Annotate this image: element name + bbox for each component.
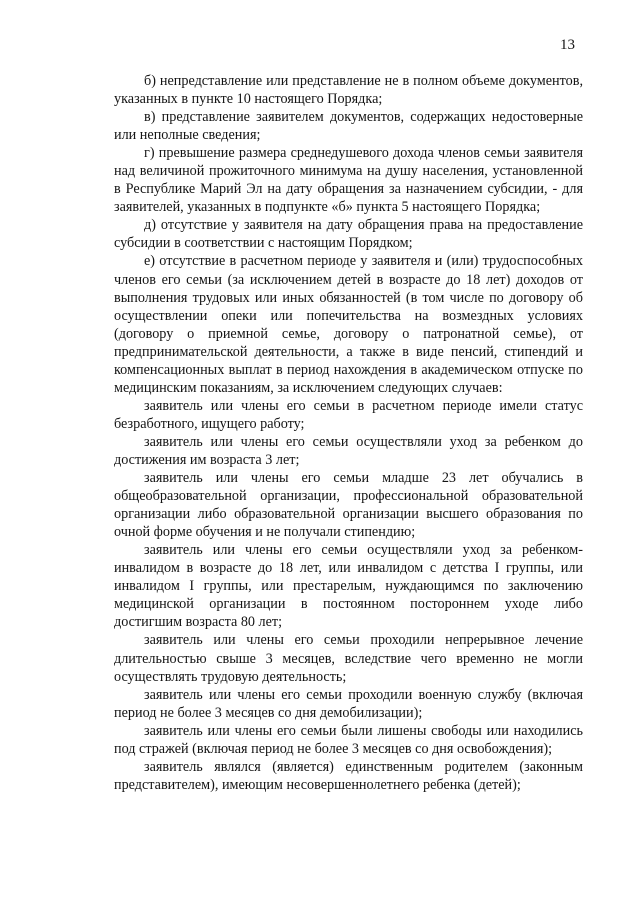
exception-students: заявитель или члены его семьи младше 23 лет обучались в общеобразовательной организации, профессиональной образовательной организации либо образовательной организации высшего образования по очной форме обучения и не получали стипендию; xyxy=(114,470,583,541)
paragraph-d: д) отсутствие у заявителя на дату обращения права на предоставление субсидии в соответствии с настоящим Порядком; xyxy=(114,217,583,252)
exception-imprisonment: заявитель или члены его семьи были лишены свободы или находились под стражей (включая период не более 3 месяцев со дня освобождения); xyxy=(114,722,583,757)
body-text xyxy=(114,72,583,794)
exception-childcare: заявитель или члены его семьи осуществляли уход за ребенком до достижения им возраста 3 лет; xyxy=(114,433,583,468)
paragraph-e: е) отсутствие в расчетном периоде у заявителя и (или) трудоспособных членов его семьи (за исключением детей в возрасте до 18 лет) доходов от выполнения трудовых или иных обязанностей (в том числе по договору об осуществлении опеки или попечительства на возмездных условиях (договору о приемной семье, договору о патронатной семье), от предпринимательской деятельности, а также в виде пенсий, стипендий и компенсационных выплат в период нахождения в академическом отпуске по медицинским показаниям, за исключением следующих случаев: xyxy=(114,253,583,396)
exception-disabled-care: заявитель или члены его семьи осуществляли уход за ребенком-инвалидом в возрасте до 18 лет, или инвалидом с детства I группы, или инвалидом I группы, или престарелым, нуждающимся по заключению медицинской организации в постоянном постороннем уходе либо достигшим возраста 80 лет; xyxy=(114,542,583,631)
exception-unemployed: заявитель или члены его семьи в расчетном периоде имели статус безработного, ищущего работу; xyxy=(114,397,583,432)
page-number: 13 xyxy=(560,37,575,53)
paragraph-v: в) представление заявителем документов, содержащих недостоверные или неполные сведения; xyxy=(114,109,583,144)
paragraph-g: г) превышение размера среднедушевого дохода членов семьи заявителя над величиной прожиточного минимума на душу населения, установленной в Республике Марий Эл на дату обращения за назначением субсидии, - для заявителей, указанных в подпункте «б» пункта 5 настоящего Порядка; xyxy=(114,145,583,216)
exception-single-parent: заявитель являлся (является) единственным родителем (законным представителем), имеющим несовершеннолетнего ребенка (детей); xyxy=(114,758,583,793)
paragraph-b: б) непредставление или представление не в полном объеме документов, указанных в пункте 10 настоящего Порядка; xyxy=(114,73,583,108)
exception-military-service: заявитель или члены его семьи проходили военную службу (включая период не более 3 месяцев со дня демобилизации); xyxy=(114,686,583,721)
exception-medical-treatment: заявитель или члены его семьи проходили непрерывное лечение длительностью свыше 3 месяцев, вследствие чего временно не могли осуществлять трудовую деятельность; xyxy=(114,632,583,685)
